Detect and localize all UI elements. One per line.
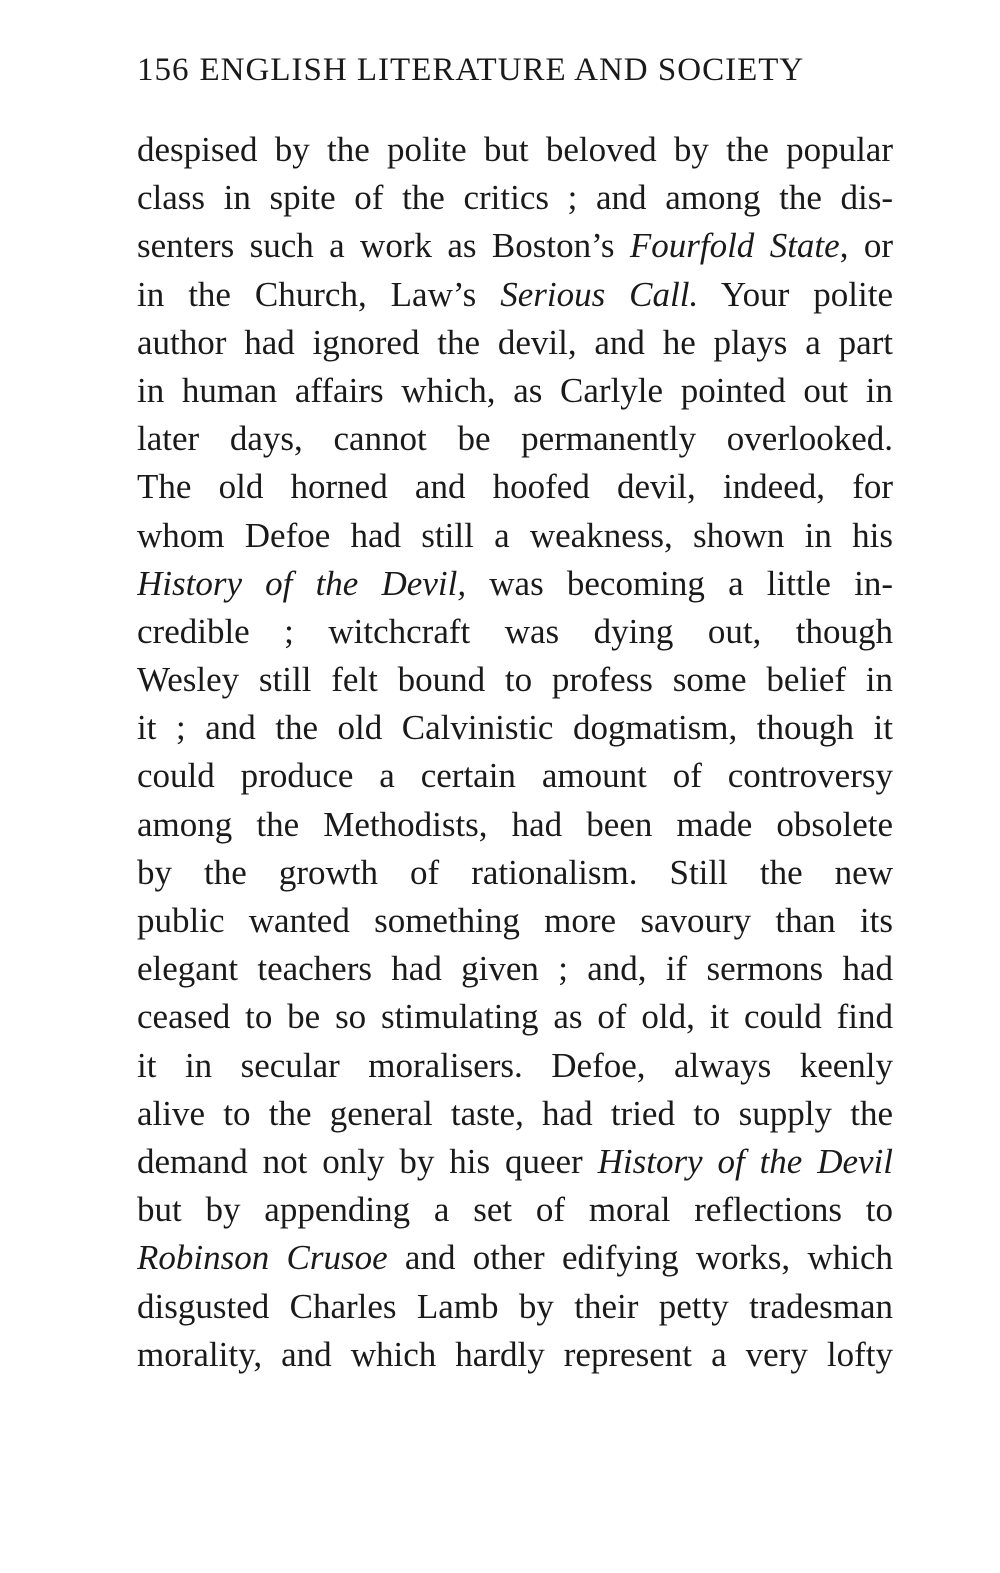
text-run: Wesley still felt bound to profess some belief in (137, 660, 893, 700)
italic-title: Robinson Crusoe (137, 1238, 388, 1278)
text-line (137, 1331, 893, 1379)
text-line (137, 271, 893, 319)
text-run: was becoming a little in- (466, 563, 893, 603)
text-line (137, 1042, 893, 1090)
running-title: ENGLISH LITERATURE AND SOCIETY (199, 52, 805, 88)
text-run: it ; and the old Calvinistic dogmatism, though it (137, 708, 893, 748)
text-line (137, 512, 893, 560)
text-run: senters such a work as Boston’s (137, 226, 630, 266)
text-run: in the Church, Law’s (137, 274, 501, 314)
text-run: it in secular moralisers. Defoe, always keenly (137, 1045, 893, 1085)
text-line (137, 945, 893, 993)
text-line (137, 415, 893, 463)
text-run: by the growth of rationalism. Still the new (137, 852, 893, 892)
text-run: among the Methodists, had been made obsolete (137, 804, 893, 844)
text-run: whom Defoe had still a weakness, shown in his (137, 515, 893, 555)
text-line (137, 1138, 893, 1186)
text-line (137, 1283, 893, 1331)
text-run: morality, and which hardly represent a very lofty (137, 1334, 893, 1374)
text-run: disgusted Charles Lamb by their petty tradesman (137, 1286, 893, 1326)
text-line (137, 1234, 893, 1282)
text-line (137, 897, 893, 945)
italic-title: Fourfold State (629, 226, 840, 266)
page-number: 156 (137, 52, 190, 88)
text-line (137, 1186, 893, 1234)
text-run: author had ignored the devil, and he plays a part (137, 322, 893, 362)
text-line (137, 560, 893, 608)
text-line (137, 704, 893, 752)
text-line (137, 801, 893, 849)
running-head (137, 52, 893, 89)
text-line (137, 608, 893, 656)
text-run: The old horned and hoofed devil, indeed, for (137, 467, 893, 507)
text-run: demand not only by his queer (137, 1141, 598, 1181)
text-run: later days, cannot be permanently overlooked. (137, 419, 893, 459)
text-run: and other edifying works, which (387, 1238, 893, 1278)
text-line (137, 319, 893, 367)
italic-title: Serious Call. (500, 274, 699, 314)
italic-title: History of the Devil, (137, 563, 467, 603)
text-line (137, 1090, 893, 1138)
text-run: ceased to be so stimulating as of old, it could find (137, 997, 893, 1037)
text-line (137, 849, 893, 897)
text-line (137, 222, 893, 270)
text-line (137, 174, 893, 222)
text-run: , or (839, 226, 893, 266)
body-text (137, 126, 893, 1379)
italic-title: History of the Devil (597, 1141, 893, 1181)
text-line (137, 463, 893, 511)
text-line (137, 126, 893, 174)
text-run: elegant teachers had given ; and, if sermons had (137, 949, 893, 989)
text-run: despised by the polite but beloved by the popular (137, 130, 893, 169)
text-line (137, 993, 893, 1041)
text-run: class in spite of the critics ; and among the dis- (137, 178, 893, 218)
text-line (137, 752, 893, 800)
text-run: public wanted something more savoury than its (137, 901, 893, 940)
text-run: but by appending a set of moral reflections to (137, 1190, 893, 1230)
text-run: in human affairs which, as Carlyle pointed out in (137, 370, 893, 410)
text-run: credible ; witchcraft was dying out, though (137, 611, 893, 651)
text-run: Your polite (698, 274, 893, 314)
text-line (137, 367, 893, 415)
text-run: could produce a certain amount of controversy (137, 756, 893, 796)
text-line (137, 656, 893, 704)
text-run: alive to the general taste, had tried to supply the (137, 1093, 893, 1133)
